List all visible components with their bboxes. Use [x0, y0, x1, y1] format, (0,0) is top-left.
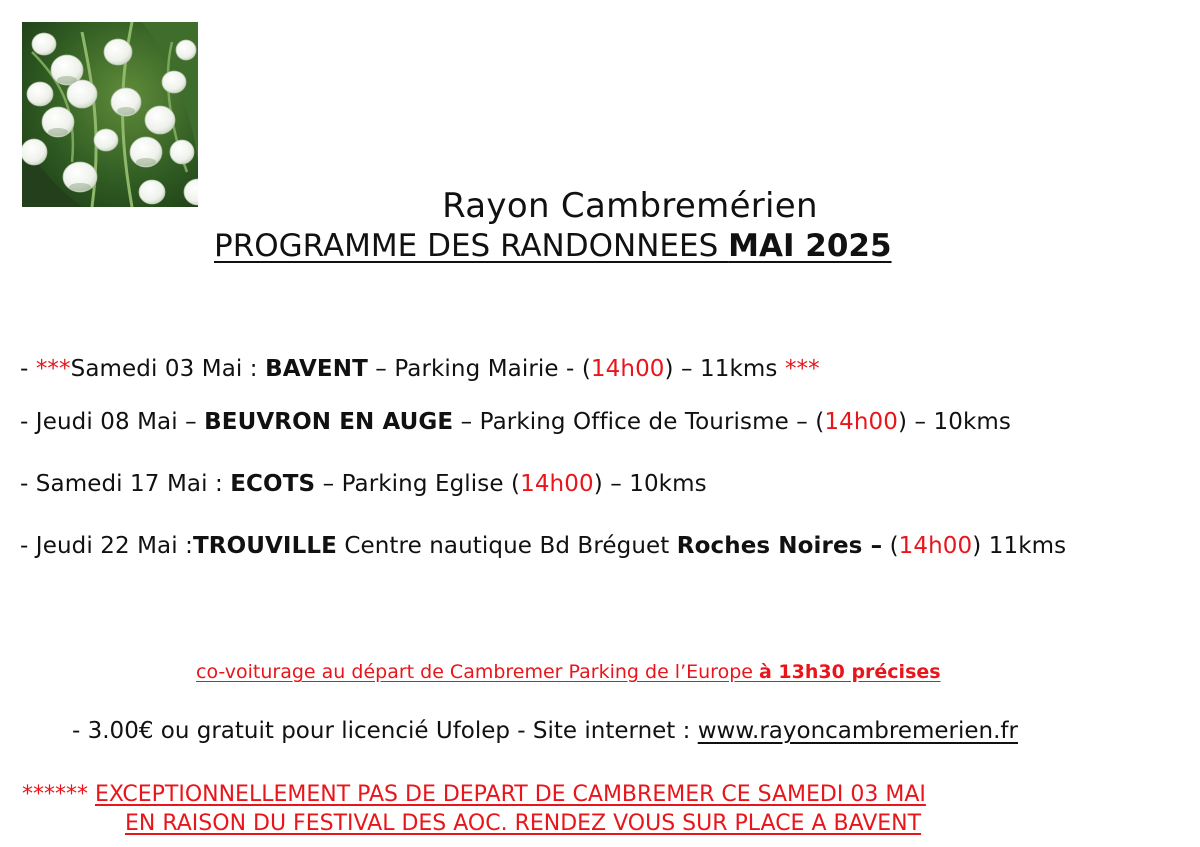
walk-day: - Samedi 17 Mai : [20, 471, 231, 497]
page-title: Rayon Cambremérien [442, 186, 818, 226]
walk-place-detail: Roches Noires – [676, 533, 883, 559]
walk-meeting: – Parking Mairie - ( [367, 356, 591, 382]
walk-day: Samedi 03 Mai : [70, 356, 266, 382]
walk-time: 14h00 [520, 471, 594, 497]
notice-line-1: EXCEPTIONNELLEMENT PAS DE DEPART DE CAMBREMER CE SAMEDI 03 MAI [95, 782, 926, 807]
price-info [72, 718, 1018, 744]
walk-item-bavent [20, 356, 820, 382]
subtitle-month: MAI 2025 [728, 228, 892, 264]
walk-time: 14h00 [898, 533, 973, 559]
walk-item-ecots [20, 471, 707, 497]
walk-item-beuvron [20, 409, 1011, 435]
walk-stars: *** [784, 356, 820, 382]
walk-place: BAVENT [265, 356, 368, 382]
walk-meeting: Centre nautique Bd Bréguet [336, 533, 677, 559]
walk-meeting: – Parking Eglise ( [315, 471, 521, 497]
walk-time: 14h00 [824, 409, 898, 435]
walk-day: - Jeudi 22 Mai : [20, 533, 193, 559]
walk-day: - Jeudi 08 Mai – [20, 409, 205, 435]
walk-meeting: – Parking Office de Tourisme – ( [453, 409, 825, 435]
walk-time: 14h00 [590, 356, 665, 382]
walk-distance: ) 11kms [972, 533, 1067, 559]
carpool-text: co-voiturage au départ de Cambremer Parking de l’Europe [196, 661, 759, 683]
walk-place: TROUVILLE [193, 533, 337, 559]
notice-line-2: EN RAISON DU FESTIVAL DES AOC. RENDEZ VOUS SUR PLACE A BAVENT [125, 811, 922, 836]
walk-distance: ) – 10kms [898, 409, 1011, 435]
page-subtitle [214, 228, 892, 264]
walk-item-trouville [20, 533, 1066, 559]
exception-notice [22, 780, 926, 838]
walk-place: BEUVRON EN AUGE [204, 409, 454, 435]
subtitle-text: PROGRAMME DES RANDONNEES [214, 228, 729, 264]
walk-distance: ) – 10kms [593, 471, 707, 497]
walk-prefix: - [20, 356, 36, 382]
walk-place: ECOTS [230, 471, 316, 497]
walk-stars: *** [35, 356, 71, 382]
notice-stars: ****** [22, 782, 95, 807]
lily-of-the-valley-image [22, 22, 198, 207]
carpool-note [196, 661, 941, 683]
walk-meeting: ( [882, 533, 899, 559]
price-text: - 3.00€ ou gratuit pour licencié Ufolep - Site internet : [72, 718, 698, 744]
website-link[interactable]: www.rayoncambremerien.fr [697, 718, 1018, 744]
carpool-time: à 13h30 précises [758, 661, 941, 683]
walk-distance: ) – 11kms [664, 356, 785, 382]
